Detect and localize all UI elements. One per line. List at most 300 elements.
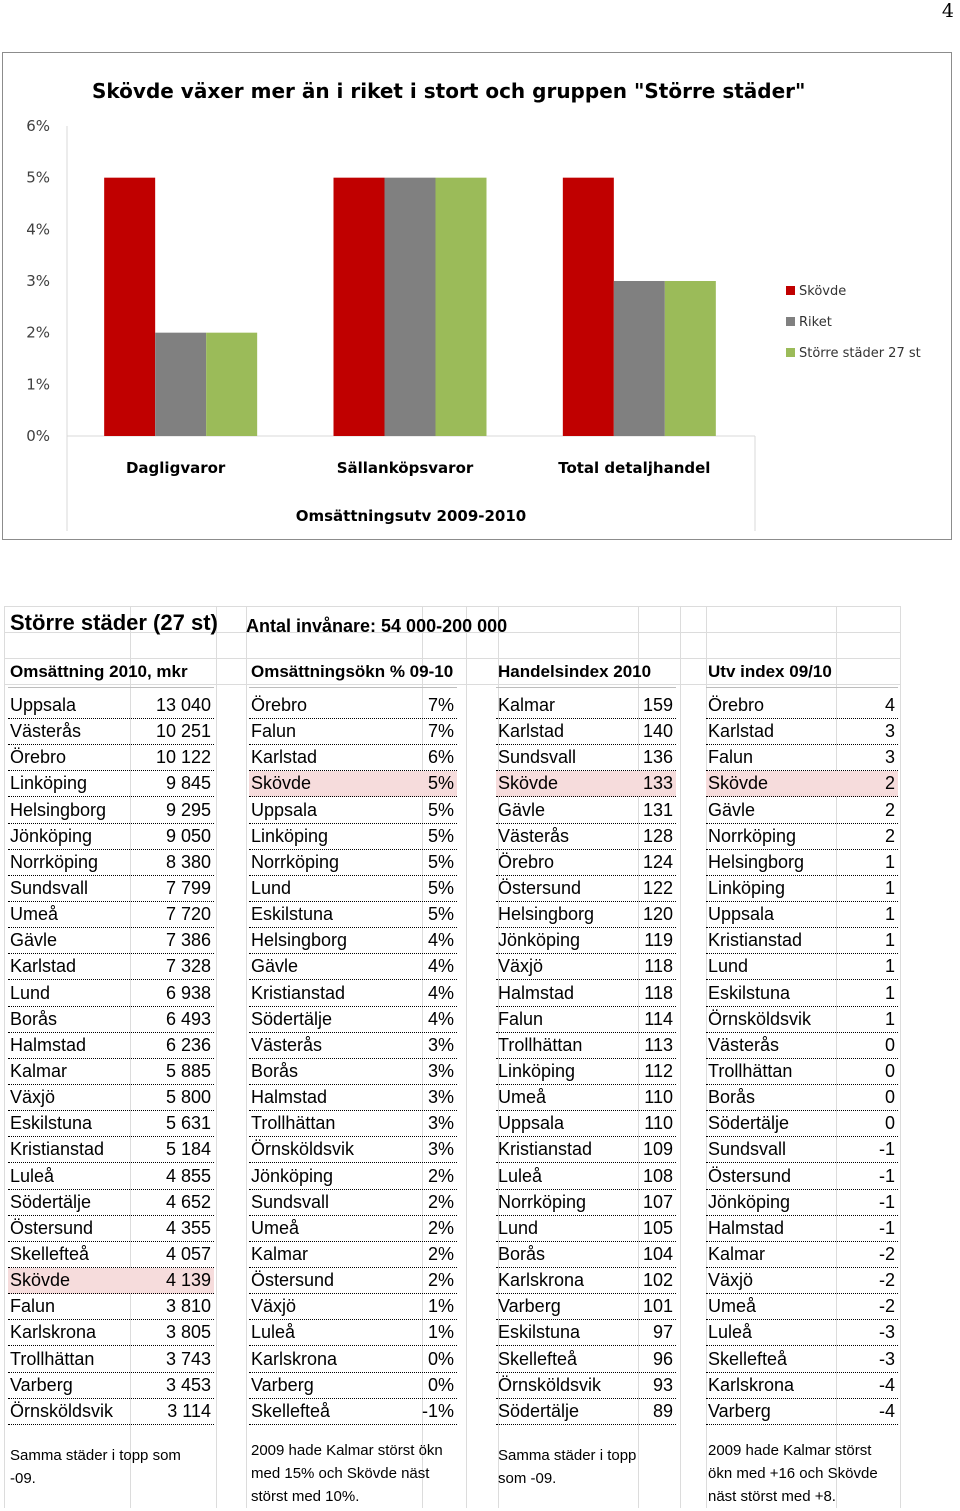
city-value: 5 631 [165, 1113, 211, 1134]
city-value: -1 [878, 1165, 895, 1186]
city-name: Karlskrona [708, 1374, 795, 1395]
city-name: Örebro [498, 851, 555, 872]
city-value: 108 [642, 1165, 673, 1186]
table-row [8, 1399, 214, 1425]
x-category-label: Total detaljhandel [558, 459, 711, 477]
city-value: 120 [642, 904, 673, 925]
city-value: 118 [644, 982, 673, 1003]
city-value: 93 [652, 1374, 673, 1395]
city-value: 1 [884, 982, 895, 1003]
city-name: Skövde [498, 773, 559, 794]
city-name: Västerås [708, 1034, 780, 1055]
grid-row-line [4, 684, 900, 685]
city-name: Jönköping [708, 1191, 791, 1212]
city-name: Borås [10, 1008, 58, 1029]
table-row [8, 693, 214, 719]
city-value: 110 [644, 1087, 673, 1108]
bar-riket-3 [614, 281, 665, 436]
table-row [496, 928, 676, 954]
city-name: Norrköping [708, 825, 797, 846]
table-row [8, 1137, 214, 1163]
y-tick-label: 3% [26, 272, 50, 290]
city-name: Jönköping [498, 930, 581, 951]
table-row [249, 1242, 457, 1268]
city-value: 6% [427, 747, 454, 768]
city-value: 3% [427, 1113, 454, 1134]
table-row [8, 981, 214, 1007]
city-value: 9 295 [165, 799, 211, 820]
table-row [249, 1347, 457, 1373]
city-value: 6 493 [165, 1008, 211, 1029]
city-value: 4% [427, 982, 454, 1003]
city-name: Eskilstuna [708, 982, 791, 1003]
column-header: Utv index 09/10 [708, 662, 832, 681]
city-value: 105 [642, 1217, 673, 1238]
city-name: Halmstad [251, 1087, 328, 1108]
table-row [249, 850, 457, 876]
table-row [496, 1111, 676, 1137]
city-name: Skellefteå [498, 1348, 578, 1369]
table-row [8, 1164, 214, 1190]
table-row [706, 1007, 898, 1033]
city-name: Uppsala [708, 904, 775, 925]
city-name: Karlstad [10, 956, 77, 977]
table-row [249, 1085, 457, 1111]
city-name: Helsingborg [708, 851, 805, 872]
column-note: Samma städer i topp som -09. [498, 1447, 637, 1487]
city-name: Östersund [10, 1217, 94, 1238]
city-name: Halmstad [10, 1034, 87, 1055]
city-name: Växjö [251, 1296, 297, 1317]
table-row [496, 1268, 676, 1294]
table-row [706, 902, 898, 928]
table-row [496, 1216, 676, 1242]
city-name: Östersund [251, 1270, 335, 1291]
city-name: Karlskrona [251, 1348, 338, 1369]
city-value: 4 355 [165, 1217, 211, 1238]
city-name: Luleå [498, 1165, 543, 1186]
legend-label: Större städer 27 st [799, 346, 921, 361]
city-value: -3 [878, 1322, 895, 1343]
city-name: Lund [498, 1217, 539, 1238]
city-value: 133 [642, 773, 673, 794]
table-row [706, 954, 898, 980]
column-note: Samma städer i topp som -09. [10, 1447, 181, 1487]
table-row [8, 798, 214, 824]
grid-column-line [680, 606, 681, 1508]
city-value: 131 [642, 799, 673, 820]
city-name: Linköping [498, 1060, 576, 1081]
city-value: 3 [884, 747, 895, 768]
city-name: Kristianstad [10, 1139, 105, 1160]
city-value: 10 251 [155, 721, 211, 742]
city-name: Linköping [251, 825, 329, 846]
column-header: Handelsindex 2010 [498, 662, 652, 681]
city-value: 112 [644, 1060, 673, 1081]
table-row [496, 719, 676, 745]
table-row [706, 928, 898, 954]
city-name: Södertälje [251, 1008, 333, 1029]
city-name: Linköping [10, 773, 88, 794]
table-row [249, 1111, 457, 1137]
table-row [706, 1164, 898, 1190]
table-row [8, 954, 214, 980]
city-value: 3 453 [165, 1374, 211, 1395]
city-name: Örnsköldsvik [708, 1008, 812, 1029]
city-name: Luleå [251, 1322, 296, 1343]
table-row [706, 1216, 898, 1242]
table-row-highlighted [249, 771, 457, 797]
table-row [249, 1268, 457, 1294]
city-value: 2 [884, 799, 895, 820]
table-row [496, 693, 676, 719]
city-name: Skellefteå [10, 1243, 90, 1264]
city-value: 122 [642, 877, 673, 898]
city-name: Sundsvall [498, 747, 577, 768]
city-value: 0 [884, 1113, 895, 1134]
table-row [496, 1164, 676, 1190]
city-value: 5% [427, 904, 454, 925]
city-value: 89 [652, 1400, 673, 1421]
city-name: Östersund [708, 1165, 792, 1186]
table-row [706, 1294, 898, 1320]
city-value: -1 [878, 1217, 895, 1238]
legend-label: Skövde [799, 284, 847, 299]
table-row [706, 981, 898, 1007]
column-header-rule [706, 687, 898, 688]
y-tick-label: 2% [26, 323, 50, 342]
table-row [8, 719, 214, 745]
city-name: Skövde [251, 773, 312, 794]
city-name: Eskilstuna [498, 1322, 581, 1343]
city-name: Uppsala [251, 799, 318, 820]
city-value: 2 [884, 825, 895, 846]
table-title: Större städer (27 st) [10, 610, 218, 635]
city-value: 0 [884, 1060, 895, 1081]
city-value: 10 122 [155, 747, 211, 768]
city-name: Umeå [498, 1087, 547, 1108]
table-row [249, 693, 457, 719]
table-row [8, 1033, 214, 1059]
city-name: Skövde [708, 773, 769, 794]
x-category-label: Dagligvaror [125, 459, 226, 477]
city-name: Eskilstuna [251, 904, 334, 925]
table-row [249, 719, 457, 745]
table-row [706, 1137, 898, 1163]
city-value: 4% [427, 1008, 454, 1029]
city-name: Östersund [498, 877, 582, 898]
bar-st-rre-st-der-27-st-3 [665, 281, 716, 436]
table-row [496, 824, 676, 850]
table-row [8, 824, 214, 850]
city-value: 2% [427, 1270, 454, 1291]
city-name: Norrköping [251, 851, 340, 872]
city-name: Borås [708, 1087, 756, 1108]
grid-column-line [466, 606, 467, 1508]
city-name: Gävle [498, 799, 546, 820]
table-row-highlighted [8, 1268, 214, 1294]
table-row [8, 771, 214, 797]
city-value: 4% [427, 956, 454, 977]
table-row [706, 1399, 898, 1425]
table-row [8, 1111, 214, 1137]
city-name: Norrköping [498, 1191, 587, 1212]
city-name: Växjö [498, 956, 544, 977]
table-row [8, 1216, 214, 1242]
city-value: 96 [652, 1348, 673, 1369]
table-row [249, 1373, 457, 1399]
table-row [249, 1190, 457, 1216]
y-tick-label: 4% [26, 220, 50, 239]
city-name: Norrköping [10, 851, 99, 872]
city-name: Sundsvall [10, 877, 89, 898]
table-row [249, 1137, 457, 1163]
city-value: 6 236 [165, 1034, 211, 1055]
city-name: Karlstad [498, 721, 565, 742]
city-name: Södertälje [498, 1400, 580, 1421]
table-row [8, 1085, 214, 1111]
city-value: 5 800 [165, 1087, 211, 1108]
city-value: 5% [427, 825, 454, 846]
bar-riket-2 [385, 178, 436, 436]
city-value: 5% [427, 851, 454, 872]
city-value: 3% [427, 1060, 454, 1081]
city-value: 4 139 [165, 1270, 211, 1291]
city-name: Kristianstad [251, 982, 346, 1003]
city-value: 4 855 [165, 1165, 211, 1186]
column-header-rule [8, 687, 214, 688]
city-value: 3% [427, 1139, 454, 1160]
city-value: -4 [878, 1374, 895, 1395]
city-value: 140 [642, 721, 673, 742]
city-name: Varberg [10, 1374, 73, 1395]
chart-title: Skövde växer mer än i riket i stort och gruppen "Större städer" [92, 79, 806, 103]
y-tick-label: 5% [26, 168, 50, 187]
table-row-highlighted [496, 771, 676, 797]
city-value: -1 [878, 1139, 895, 1160]
city-value: 101 [642, 1296, 673, 1317]
city-value: 3 743 [165, 1348, 211, 1369]
table-row [496, 1190, 676, 1216]
table-row [496, 1059, 676, 1085]
table-row [249, 798, 457, 824]
table-row [706, 1347, 898, 1373]
table-row [706, 1190, 898, 1216]
table-row [249, 1059, 457, 1085]
city-value: 6 938 [165, 982, 211, 1003]
city-value: 102 [642, 1270, 673, 1291]
column-note: 2009 hade Kalmar störst ökn med +16 och Skövde näst störst med +8. [708, 1442, 878, 1505]
city-value: 128 [642, 825, 673, 846]
city-name: Jönköping [251, 1165, 334, 1186]
city-value: 13 040 [155, 695, 211, 715]
city-value: 159 [642, 695, 673, 715]
city-name: Luleå [708, 1322, 753, 1343]
city-name: Borås [498, 1243, 546, 1264]
city-value: 136 [642, 747, 673, 768]
table-row [706, 1059, 898, 1085]
grid-row-line [4, 658, 900, 659]
column-header-rule [496, 687, 676, 688]
table-row [496, 1399, 676, 1425]
city-value: 119 [644, 930, 673, 951]
table-row [496, 1085, 676, 1111]
city-value: 7 386 [165, 930, 211, 951]
table-row [496, 876, 676, 902]
city-value: 1% [427, 1296, 454, 1317]
table-row [8, 1320, 214, 1346]
table-row [8, 876, 214, 902]
city-name: Kalmar [708, 1243, 766, 1264]
city-name: Västerås [251, 1034, 323, 1055]
city-value: 124 [642, 851, 673, 872]
city-value: 0 [884, 1087, 895, 1108]
column-header: Omsättningsökn % 09-10 [251, 662, 454, 681]
table-row [8, 745, 214, 771]
grid-column-line [4, 606, 5, 1508]
city-value: 2 [884, 773, 895, 794]
table-row [496, 981, 676, 1007]
table-row [8, 1294, 214, 1320]
city-value: 7 328 [165, 956, 211, 977]
city-value: 1% [427, 1322, 454, 1343]
table-row [8, 1190, 214, 1216]
city-value: 118 [644, 956, 673, 977]
column-header-rule [249, 687, 457, 688]
city-name: Karlstad [251, 747, 318, 768]
city-value: 9 845 [165, 773, 211, 794]
city-value: -1% [421, 1400, 454, 1421]
table-row [496, 1373, 676, 1399]
city-value: 0% [427, 1348, 454, 1369]
grid-column-line [900, 606, 901, 1508]
bar-riket-1 [155, 333, 206, 436]
city-value: 0% [427, 1374, 454, 1395]
city-name: Linköping [708, 877, 786, 898]
city-name: Örnsköldsvik [498, 1374, 602, 1395]
city-value: 3 805 [165, 1322, 211, 1343]
city-name: Gävle [10, 930, 58, 951]
table-row [496, 1137, 676, 1163]
city-name: Kristianstad [708, 930, 803, 951]
city-name: Falun [10, 1296, 56, 1317]
city-name: Kristianstad [498, 1139, 593, 1160]
city-name: Varberg [708, 1400, 771, 1421]
city-name: Kalmar [498, 695, 556, 715]
city-name: Växjö [708, 1270, 754, 1291]
city-name: Växjö [10, 1087, 56, 1108]
city-value: 97 [652, 1322, 673, 1343]
city-name: Trollhättan [498, 1034, 583, 1055]
table-row [706, 745, 898, 771]
table-row [8, 902, 214, 928]
table-row [249, 1164, 457, 1190]
city-name: Sundsvall [251, 1191, 330, 1212]
city-value: 7 799 [165, 877, 211, 898]
city-name: Trollhättan [10, 1348, 95, 1369]
city-value: 3 114 [167, 1400, 211, 1421]
table-row [8, 1347, 214, 1373]
table-row [496, 954, 676, 980]
city-name: Sundsvall [708, 1139, 787, 1160]
city-value: 0 [884, 1034, 895, 1055]
table-row [249, 824, 457, 850]
city-name: Falun [251, 721, 297, 742]
table-row [8, 1059, 214, 1085]
table-row [706, 1111, 898, 1137]
city-name: Helsingborg [498, 904, 595, 925]
table-row [706, 850, 898, 876]
city-value: 114 [644, 1008, 673, 1029]
city-value: 8 380 [165, 851, 211, 872]
table-row [249, 902, 457, 928]
city-value: 4 057 [165, 1243, 211, 1264]
city-value: -2 [878, 1243, 895, 1264]
table-subtitle: Antal invånare: 54 000-200 000 [246, 616, 508, 636]
x-category-label: Sällanköpsvaror [336, 459, 474, 477]
city-value: 5 885 [165, 1060, 211, 1081]
table-row [706, 1268, 898, 1294]
city-name: Helsingborg [251, 930, 348, 951]
city-value: 1 [884, 930, 895, 951]
y-tick-label: 6% [26, 117, 50, 135]
city-value: 1 [884, 851, 895, 872]
table-row [706, 1085, 898, 1111]
city-name: Luleå [10, 1165, 55, 1186]
city-name: Varberg [251, 1374, 314, 1395]
table-row [249, 1399, 457, 1425]
city-value: -3 [878, 1348, 895, 1369]
city-value: 7% [427, 721, 454, 742]
legend-swatch [786, 348, 795, 357]
table-row [706, 1320, 898, 1346]
city-name: Halmstad [498, 982, 575, 1003]
city-name: Kalmar [251, 1243, 309, 1264]
table-row [706, 1373, 898, 1399]
table-row [249, 1320, 457, 1346]
bar-st-rre-st-der-27-st-2 [436, 178, 487, 436]
table-row [249, 1294, 457, 1320]
city-value: 2% [427, 1217, 454, 1238]
city-value: -1 [878, 1191, 895, 1212]
table-row [496, 745, 676, 771]
city-name: Örebro [10, 747, 67, 768]
city-value: 4 [884, 695, 895, 715]
table-row [8, 1007, 214, 1033]
table-row [249, 876, 457, 902]
city-value: 7 720 [165, 904, 211, 925]
table-row [706, 798, 898, 824]
y-tick-label: 1% [26, 375, 50, 394]
city-value: 3 810 [165, 1296, 211, 1317]
city-name: Skellefteå [708, 1348, 788, 1369]
city-name: Södertälje [708, 1113, 790, 1134]
city-name: Västerås [498, 825, 570, 846]
table-row [8, 1242, 214, 1268]
table-row [8, 850, 214, 876]
city-value: 2% [427, 1165, 454, 1186]
city-name: Jönköping [10, 825, 93, 846]
table-row [496, 798, 676, 824]
table-row [496, 902, 676, 928]
city-name: Södertälje [10, 1191, 92, 1212]
city-name: Örnsköldsvik [251, 1139, 355, 1160]
city-value: 1 [884, 877, 895, 898]
table-row [496, 1347, 676, 1373]
table-row [706, 719, 898, 745]
chart-canvas [3, 53, 951, 539]
legend-swatch [786, 317, 795, 326]
